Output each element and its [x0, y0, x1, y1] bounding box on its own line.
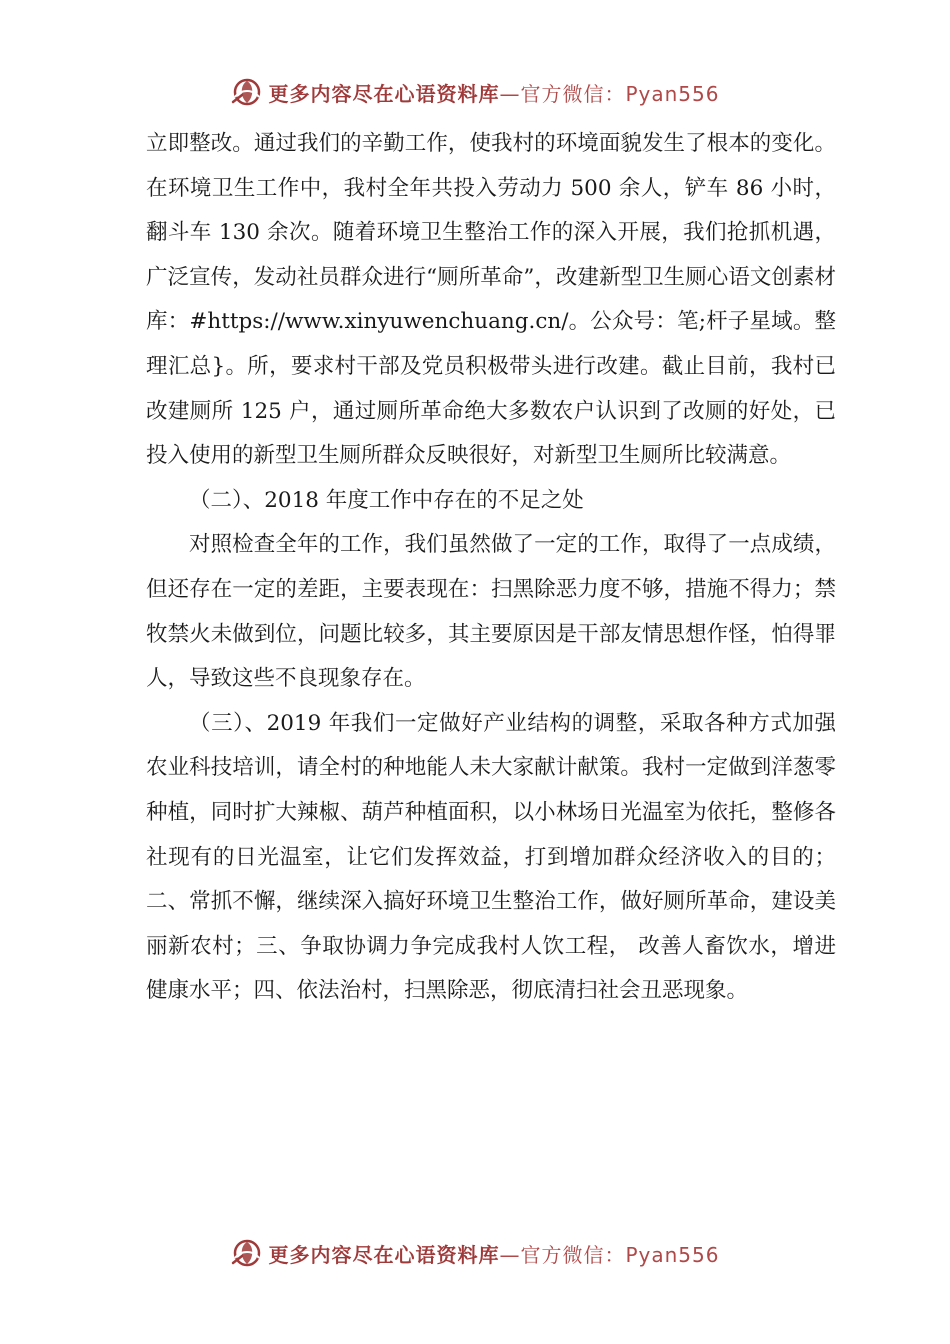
- paragraph-shortcomings: 对照检查全年的工作，我们虽然做了一定的工作，取得了一点成绩，但还存在一定的差距，主要表现在：扫黑除恶力度不够，措施不得力；禁牧禁火未做到位，问题比较多，其主要原因是干部友情思想作怪，怕得罪人，导致这些不良现象存在。: [146, 532, 836, 692]
- flower-logo-icon: [230, 75, 264, 109]
- watermark-brand: 更多内容尽在心语资料库: [268, 1242, 500, 1267]
- section-heading-shortcomings: （二）、2018 年度工作中存在的不足之处: [189, 487, 584, 513]
- paragraph-plan-2019: （三）、2019 年我们一定做好产业结构的调整，采取各种方式加强农业科技培训，请全村的种地能人未大家献计献策。我村一定做到洋葱零种植，同时扩大辣椒、葫芦种植面积，以小林场日光温室为依托，整修各社现有的日光温室，让它们发挥效益，打到增加群众经济收入的目的；二、常抓不懈，继续深入搞好环境卫生整治工作，做好厕所革命，建设美丽新农村；三、争取协调力争完成我村人饮工程， 改善人畜饮水，增进健康水平；四、依法治村，扫黑除恶，彻底清扫社会丑恶现象。: [146, 710, 836, 1004]
- watermark-text: [268, 78, 719, 107]
- paragraph-environment: 立即整改。通过我们的辛勤工作，使我村的环境面貌发生了根本的变化。在环境卫生工作中，我村全年共投入劳动力 500 余人，铲车 86 小时，翻斗车 130 余次。随着环境卫生整治工作的深入开展，我们抢抓机遇，广泛宣传，发动社员群众进行“厕所革命”，改建新型卫生厕心语文创素材库：#https://www.xinyuwenchuang.cn/。公众号：笔;杆子星域。整理汇总}。所，要求村干部及党员积极带头进行改建。截止目前，我村已改建厕所 125 户，通过厕所革命绝大多数农户认识到了改厕的好处，已投入使用的新型卫生厕所群众反映很好，对新型卫生厕所比较满意。: [146, 131, 836, 469]
- watermark-wechat: 官方微信：Pyan556: [520, 1242, 720, 1267]
- flower-logo-icon: [230, 1236, 264, 1270]
- footer-watermark: [0, 1233, 950, 1273]
- watermark-wechat: 官方微信：Pyan556: [520, 81, 720, 106]
- header-watermark: [0, 72, 950, 112]
- watermark-dash: —: [499, 81, 521, 106]
- watermark-text: [268, 1239, 719, 1268]
- document-body: [146, 122, 836, 1014]
- watermark-brand: 更多内容尽在心语资料库: [268, 81, 500, 106]
- watermark-dash: —: [499, 1242, 521, 1267]
